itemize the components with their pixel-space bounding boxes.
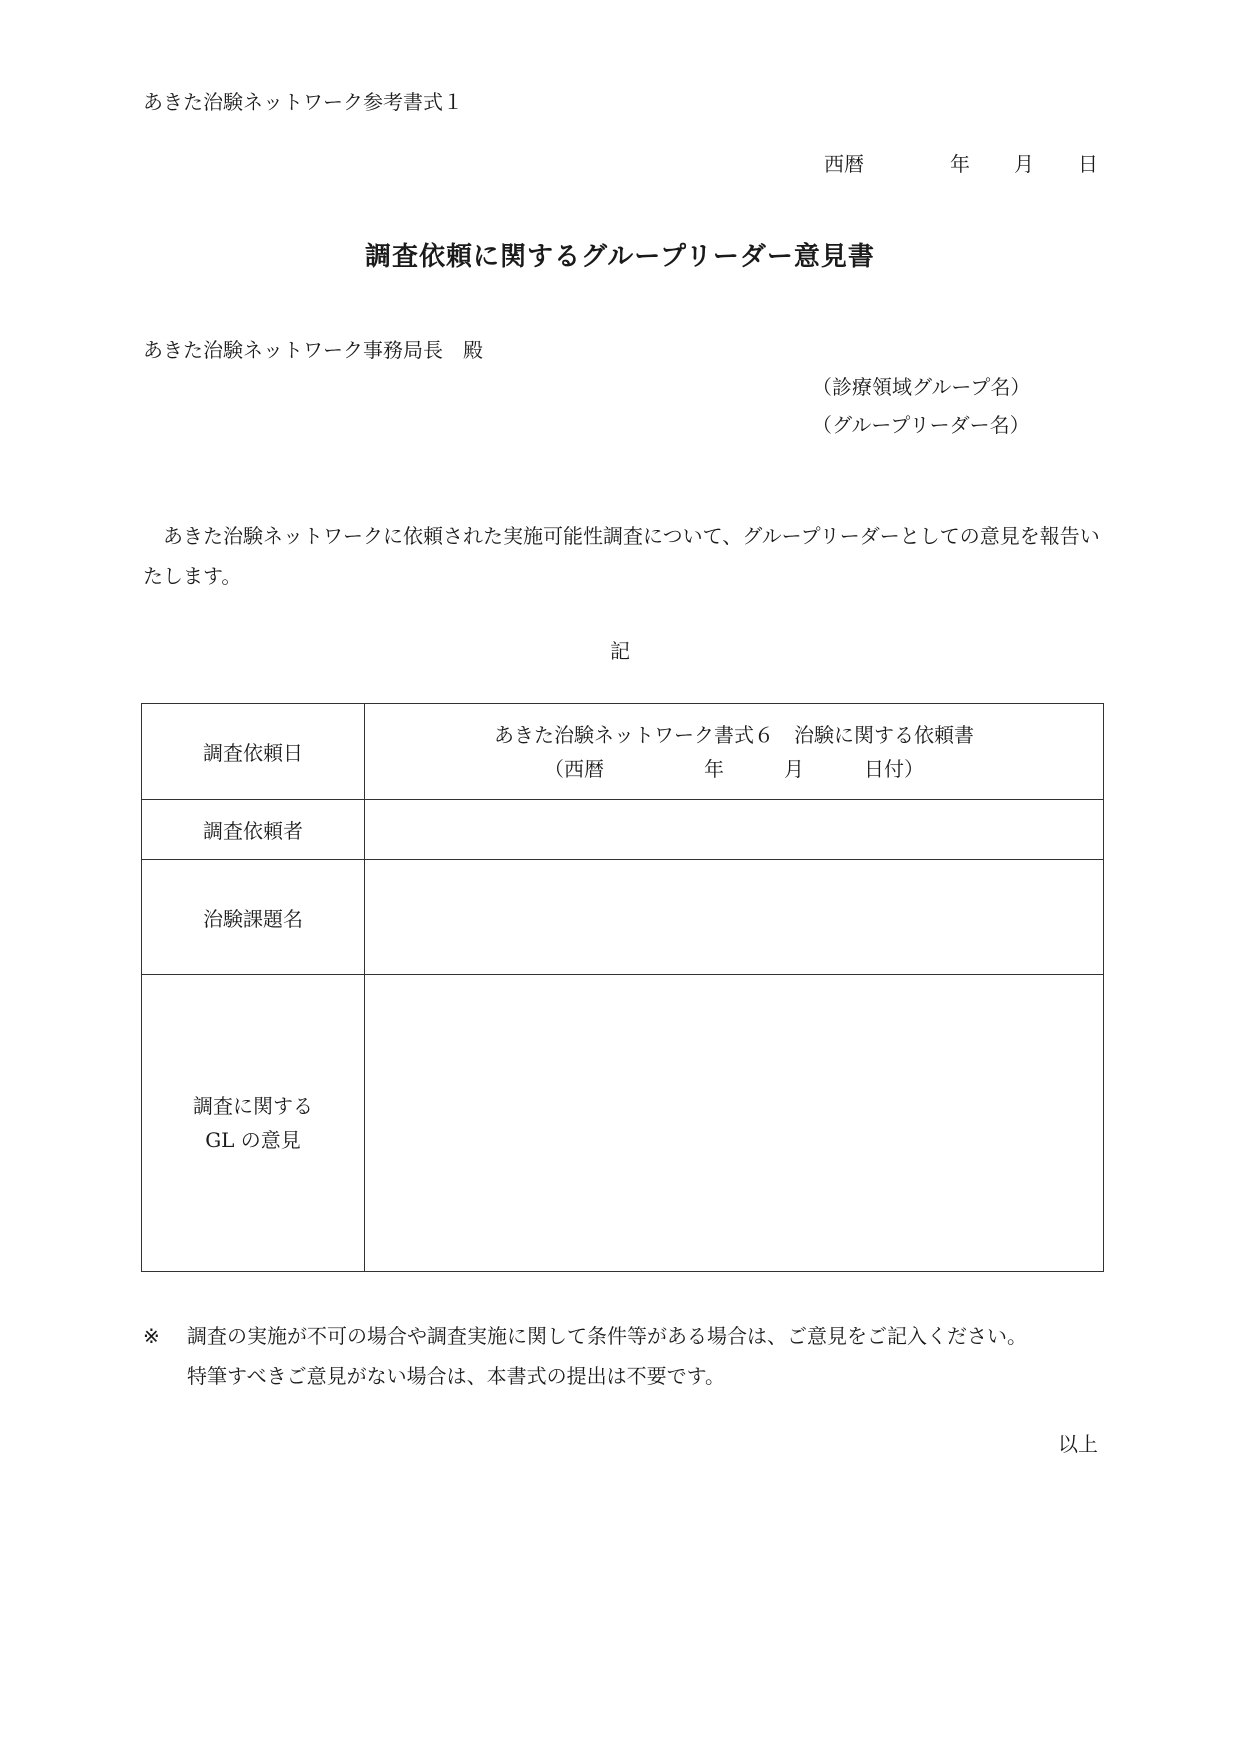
- note: [143, 1316, 1103, 1396]
- note-line1: [143, 1316, 1103, 1356]
- requester-label: 調査依頼者: [142, 800, 365, 860]
- note-mark: ※: [143, 1324, 160, 1348]
- note-line1-text: 調査の実施が不可の場合や調査実施に関して条件等がある場合は、ご意見をご記入ください。: [187, 1324, 1027, 1348]
- form-label: あきた治験ネットワーク参考書式１: [143, 90, 463, 114]
- group-name-field: （診療領域グループ名）: [812, 375, 1031, 399]
- detail-table: [141, 703, 1104, 1272]
- ki-heading: 記: [610, 639, 630, 663]
- request-date-value-line2: （西暦 年 月 日付）: [544, 756, 924, 781]
- table-row-request-date: [142, 704, 1104, 800]
- trial-title-value[interactable]: [365, 860, 1104, 975]
- addressee: あきた治験ネットワーク事務局長 殿: [143, 338, 483, 362]
- date-line: [824, 148, 1098, 177]
- requester-value[interactable]: [365, 800, 1104, 860]
- opinion-value[interactable]: [365, 975, 1104, 1272]
- leader-name-field: （グループリーダー名）: [812, 413, 1030, 437]
- body-paragraph: あきた治験ネットワークに依頼された実施可能性調査について、グループリーダーとしての意見を報告いたします。: [143, 524, 1100, 588]
- opinion-label: [142, 975, 365, 1272]
- table-row-requester: [142, 800, 1104, 860]
- opinion-label-line1: 調査に関する: [193, 1094, 313, 1118]
- opinion-label-line2: GL の意見: [205, 1128, 301, 1152]
- date-day: 日: [1078, 152, 1098, 176]
- request-date-value: [365, 704, 1104, 800]
- request-date-value-line1: あきた治験ネットワーク書式６ 治験に関する依頼書: [494, 722, 974, 747]
- note-line2: 特筆すべきご意見がない場合は、本書式の提出は不要です。: [187, 1364, 725, 1388]
- closing-mark: 以上: [1058, 1432, 1098, 1456]
- date-year: 年: [950, 152, 970, 176]
- date-month: 月: [1014, 152, 1034, 176]
- table-row-trial-title: [142, 860, 1104, 975]
- date-era: 西暦: [824, 152, 864, 176]
- trial-title-label: 治験課題名: [142, 860, 365, 975]
- document-title: 調査依頼に関するグループリーダー意見書: [365, 242, 875, 272]
- table-row-opinion: [142, 975, 1104, 1272]
- request-date-label: 調査依頼日: [142, 704, 365, 800]
